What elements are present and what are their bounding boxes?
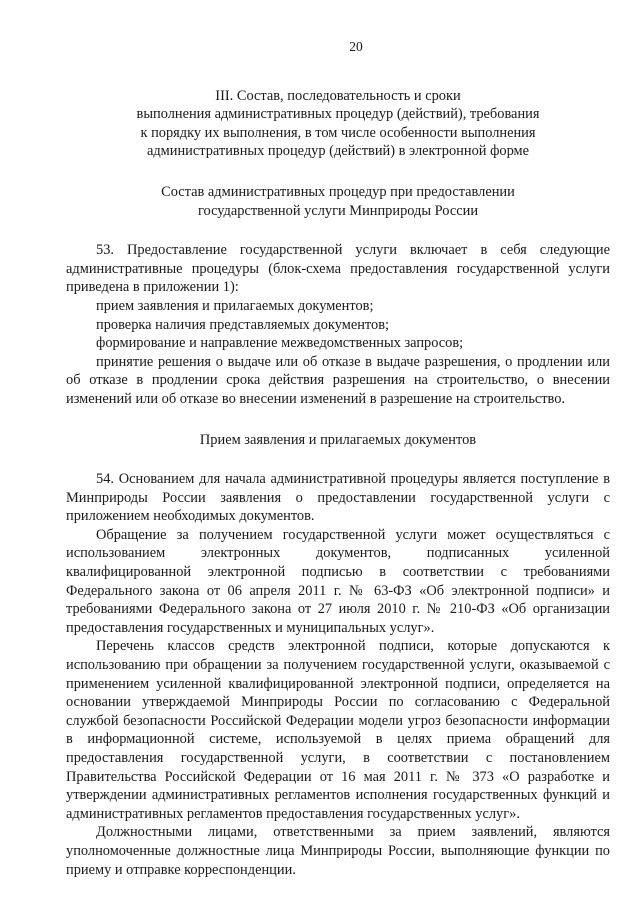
subsection-heading-line: государственной услуги Минприроды России: [197, 202, 479, 219]
procedure-list-item: проверка наличия представляемых документов;: [96, 316, 390, 333]
paragraph-responsible-officials: Должностными лицами, ответственными за прием заявлений, являются уполномоченные должностные лица Минприроды России, выполняющие функции по приему и отправке корреспонденции.: [66, 824, 610, 878]
procedure-list-item: формирование и направление межведомственных запросов;: [96, 335, 464, 352]
subsection-heading: [66, 183, 610, 220]
section-heading-line: административных процедур (действий) в электронной форме: [146, 143, 530, 160]
procedure-list-item: прием заявления и прилагаемых документов;: [96, 297, 374, 314]
paragraph-53-intro: 53. Предоставление государственной услуги включает в себя следующие административные процедуры (блок-схема предоставления государственной услуги приведена в приложении 1):: [66, 242, 610, 296]
section-heading-line: III. Состав, последовательность и сроки: [215, 87, 461, 104]
document-page: [66, 38, 610, 879]
paragraph-signature-classes: Перечень классов средств электронной подписи, которые допускаются к использованию при обращении за получением государственной услуги, оказываемой с применением усиленной квалифицированной электронной подписи, определяется на основании утверждаемой Минприроды России по согласованию с Федеральной службой безопасности Российской Федерации модели угроз безопасности информации в информационной системе, используемой в целях приема обращений для предоставления государственной услуги, в соответствии с постановлением Правительства Российской Федерации от 16 мая 2011 г. № 373 «О разработке и утверждении административных регламентов исполнения государственных функций и административных регламентов предоставления государственных услуг».: [66, 638, 610, 822]
section-heading-line: выполнения административных процедур (действий), требования: [136, 106, 540, 123]
paragraph-electronic-appeal: Обращение за получением государственной услуги может осуществляться с использованием электронных документов, подписанных усиленной квалифицированной электронной подписью в соответствии с требованиями Федерального закона от 06 апреля 2011 г. № 63-ФЗ «Об электронной подписи» и требованиями Федерального закона от 27 июля 2010 г. № 210-ФЗ «Об организации предоставления государственных и муниципальных услуг».: [66, 526, 610, 636]
procedure-heading: Прием заявления и прилагаемых документов: [199, 431, 477, 448]
section-heading: [66, 87, 610, 161]
paragraph-54: 54. Основанием для начала административной процедуры является поступление в Минприроды России заявления о предоставлении государственной услуги с приложением необходимых документов.: [66, 471, 610, 525]
subsection-heading-line: Состав административных процедур при предоставлении: [161, 183, 515, 200]
procedure-list-item: принятие решения о выдаче или об отказе в выдаче разрешения, о продлении или об отказе в продлении срока действия разрешения на строительство, о внесении изменений или об отказе во внесении изменений в разрешение на строительство.: [66, 353, 610, 407]
page-number: 20: [349, 39, 363, 54]
section-heading-line: к порядку их выполнения, в том числе особенности выполнения: [140, 124, 536, 141]
